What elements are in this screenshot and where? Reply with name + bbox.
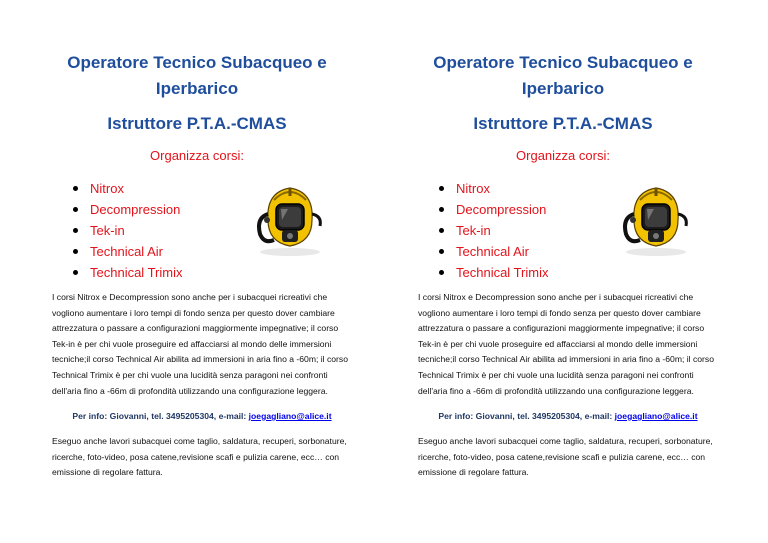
course-list <box>70 178 182 283</box>
flyer-right <box>418 0 748 543</box>
flyer-left <box>52 0 382 543</box>
contact-info <box>52 411 352 421</box>
contact-text: Per info: Giovanni, tel. 3495205304, e-mail: <box>438 411 615 421</box>
course-item: Decompression <box>70 199 182 220</box>
course-item: Technical Air <box>70 241 182 262</box>
title-line-2: Iperbarico <box>155 79 239 98</box>
course-item: Nitrox <box>436 178 548 199</box>
course-item: Tek-in <box>436 220 548 241</box>
email-link[interactable]: joegagliano@alice.it <box>614 411 698 421</box>
courses-heading: Organizza corsi: <box>516 148 610 163</box>
services-description: Eseguo anche lavori subacquei come taglio, saldatura, recuperi, sorbonature, ricerche, foto-video, posa catene,revisione scafi e pulizia carene, ecc… con emissione di regolare fattura. <box>52 436 347 478</box>
title-line-2: Iperbarico <box>521 79 605 98</box>
title-line-1: Operatore Tecnico Subacqueo e <box>433 53 693 72</box>
courses-description: I corsi Nitrox e Decompression sono anche per i subacquei ricreativi che vogliono aumentare i loro tempi di fondo senza per questo dover cambiare attrezzatura o passare a configurazioni maggiormente impegnative; il corso Tek-in è per chi vuole proseguire ed affacciarsi al mondo delle immersioni tecniche;il corso Technical Air abilita ad immersioni in aria fino a -60m; il corso Technical Trimix è per chi vuole una lucidità senza paragoni nei confronti dell'aria fino a -66m di profondità utilizzando una configurazione leggera. <box>418 292 714 396</box>
course-item: Nitrox <box>70 178 182 199</box>
flyer-title <box>418 50 708 102</box>
course-item: Technical Trimix <box>436 262 548 283</box>
flyer-title <box>52 50 342 102</box>
diving-helmet-icon <box>254 180 326 256</box>
courses-description: I corsi Nitrox e Decompression sono anche per i subacquei ricreativi che vogliono aumentare i loro tempi di fondo senza per questo dover cambiare attrezzatura o passare a configurazioni maggiormente impegnative; il corso Tek-in è per chi vuole proseguire ed affacciarsi al mondo delle immersioni tecniche;il corso Technical Air abilita ad immersioni in aria fino a -60m; il corso Technical Trimix è per chi vuole una lucidità senza paragoni nei confronti dell'aria fino a -66m di profondità utilizzando una configurazione leggera. <box>52 292 348 396</box>
services-description: Eseguo anche lavori subacquei come taglio, saldatura, recuperi, sorbonature, ricerche, foto-video, posa catene,revisione scafi e pulizia carene, ecc… con emissione di regolare fattura. <box>418 436 713 478</box>
course-item: Tek-in <box>70 220 182 241</box>
course-item: Decompression <box>436 199 548 220</box>
instructor-subtitle: Istruttore P.T.A.-CMAS <box>473 114 653 133</box>
title-line-1: Operatore Tecnico Subacqueo e <box>67 53 327 72</box>
contact-info <box>418 411 718 421</box>
courses-heading: Organizza corsi: <box>150 148 244 163</box>
course-list <box>436 178 548 283</box>
course-item: Technical Trimix <box>70 262 182 283</box>
email-link[interactable]: joegagliano@alice.it <box>248 411 332 421</box>
instructor-subtitle: Istruttore P.T.A.-CMAS <box>107 114 287 133</box>
diving-helmet-icon <box>620 180 692 256</box>
course-item: Technical Air <box>436 241 548 262</box>
contact-text: Per info: Giovanni, tel. 3495205304, e-mail: <box>72 411 249 421</box>
